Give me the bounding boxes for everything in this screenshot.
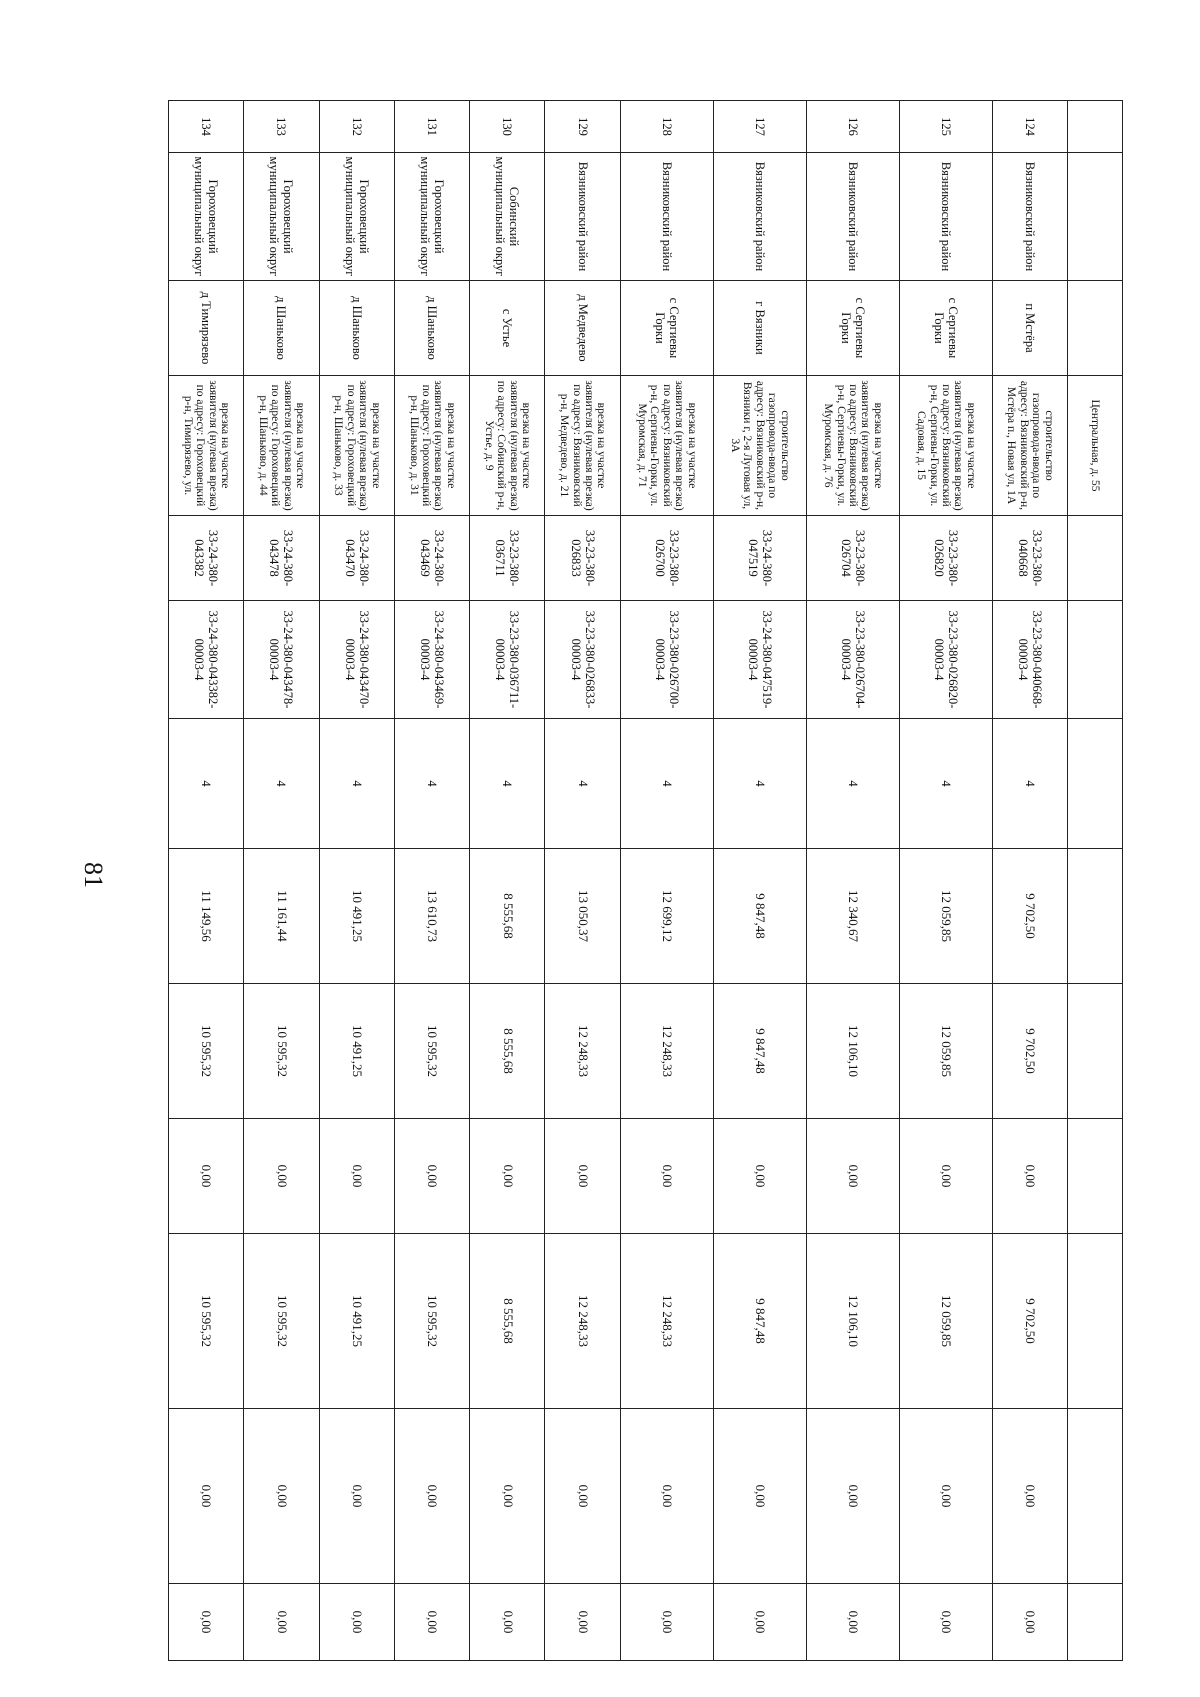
cell-category: 4: [713, 719, 806, 849]
cont-cell-v2: [1068, 984, 1123, 1119]
cell-value-6: 0,00: [319, 1584, 394, 1661]
cell-value-4: 10 491,25: [319, 1234, 394, 1409]
cell-category: 4: [244, 719, 319, 849]
cell-locality: с Сергиевы Горки: [806, 281, 899, 376]
cell-value-4: 10 595,32: [394, 1234, 469, 1409]
cell-cadastral-number: 33-24-380-043469: [394, 516, 469, 601]
cell-district: Вязниковский район: [899, 153, 992, 281]
cell-value-1: 9 702,50: [992, 849, 1067, 984]
cell-district: Вязниковский район: [545, 153, 620, 281]
cell-row-number: 131: [394, 101, 469, 153]
cell-address: врезка на участке заявителя (нулевая врезка) по адресу: Гороховецкий р-н, Шаньково, д. 33: [319, 376, 394, 516]
table-row: [713, 101, 806, 1661]
cell-value-3: 0,00: [545, 1119, 620, 1234]
cell-value-2: 8 555,68: [470, 984, 545, 1119]
cell-category: 4: [899, 719, 992, 849]
cell-address: врезка на участке заявителя (нулевая врезка) по адресу: Вязниковский р-н, Сергиевы-Горки, ул. Муромская, д. 76: [806, 376, 899, 516]
cell-object-code: 33-24-380-047519-00003-4: [713, 601, 806, 719]
cell-row-number: 133: [244, 101, 319, 153]
cell-cadastral-number: 33-24-380-047519: [713, 516, 806, 601]
cell-value-1: 12 340,67: [806, 849, 899, 984]
cell-value-2: 10 491,25: [319, 984, 394, 1119]
cell-object-code: 33-23-380-026820-00003-4: [899, 601, 992, 719]
cell-district: Гороховецкий муниципальный округ: [319, 153, 394, 281]
cont-cell-v6: [1068, 1584, 1123, 1661]
cell-value-1: 12 699,12: [620, 849, 713, 984]
cont-cell-locality: [1068, 281, 1123, 376]
cell-value-1: 11 149,56: [169, 849, 244, 984]
cell-cadastral-number: 33-23-380-026820: [899, 516, 992, 601]
cont-cell-v1: [1068, 849, 1123, 984]
cell-row-number: 134: [169, 101, 244, 153]
cell-locality: д Медведево: [545, 281, 620, 376]
cell-cadastral-number: 33-23-380-026704: [806, 516, 899, 601]
cell-value-6: 0,00: [713, 1584, 806, 1661]
page-number: 81: [79, 862, 108, 888]
cell-value-5: 0,00: [545, 1409, 620, 1584]
cell-cadastral-number: 33-23-380-026700: [620, 516, 713, 601]
table-row: [244, 101, 319, 1661]
cell-category: 4: [545, 719, 620, 849]
cell-cadastral-number: 33-24-380-043470: [319, 516, 394, 601]
cont-cell-cat: [1068, 719, 1123, 849]
cell-category: 4: [806, 719, 899, 849]
cell-object-code: 33-24-380-043470-00003-4: [319, 601, 394, 719]
table-row: [806, 101, 899, 1661]
table-row: [470, 101, 545, 1661]
cell-district: Собинский муниципальный округ: [470, 153, 545, 281]
table-row: [394, 101, 469, 1661]
continuation-row: [1068, 101, 1123, 1661]
table-row: [899, 101, 992, 1661]
cell-object-code: 33-23-380-026700-00003-4: [620, 601, 713, 719]
cont-cell-v4: [1068, 1234, 1123, 1409]
cell-value-3: 0,00: [806, 1119, 899, 1234]
cont-cell-v5: [1068, 1409, 1123, 1584]
cell-category: 4: [992, 719, 1067, 849]
cell-category: 4: [470, 719, 545, 849]
cell-value-6: 0,00: [470, 1584, 545, 1661]
cell-district: Вязниковский район: [806, 153, 899, 281]
cell-object-code: 33-23-380-026833-00003-4: [545, 601, 620, 719]
cell-value-3: 0,00: [470, 1119, 545, 1234]
cell-locality: д Шаньково: [319, 281, 394, 376]
cell-district: Гороховецкий муниципальный округ: [169, 153, 244, 281]
cell-value-6: 0,00: [394, 1584, 469, 1661]
table-row: [169, 101, 244, 1661]
cont-cell-code: [1068, 601, 1123, 719]
cell-value-1: 8 555,68: [470, 849, 545, 984]
table-row: [992, 101, 1067, 1661]
cont-cell-district: [1068, 153, 1123, 281]
cell-value-5: 0,00: [713, 1409, 806, 1584]
cell-row-number: 128: [620, 101, 713, 153]
cell-value-3: 0,00: [319, 1119, 394, 1234]
cell-category: 4: [620, 719, 713, 849]
cell-value-5: 0,00: [394, 1409, 469, 1584]
cell-value-4: 12 248,33: [620, 1234, 713, 1409]
cell-value-2: 12 248,33: [545, 984, 620, 1119]
cell-address: врезка на участке заявителя (нулевая врезка) по адресу: Гороховецкий р-н, Тимирязево, ул.: [169, 376, 244, 516]
cell-value-6: 0,00: [992, 1584, 1067, 1661]
cell-value-5: 0,00: [620, 1409, 713, 1584]
cell-address: врезка на участке заявителя (нулевая врезка) по адресу: Вязниковский р-н, Сергиевы-Горки, ул. Муромская, д. 71: [620, 376, 713, 516]
cell-object-code: 33-24-380-043478-00003-4: [244, 601, 319, 719]
cell-object-code: 33-23-380-026704-00003-4: [806, 601, 899, 719]
cell-category: 4: [394, 719, 469, 849]
cell-value-5: 0,00: [470, 1409, 545, 1584]
cell-value-4: 10 595,32: [169, 1234, 244, 1409]
tariff-table: [168, 100, 1123, 1661]
cont-cell-cadastral: [1068, 516, 1123, 601]
cell-value-4: 9 847,48: [713, 1234, 806, 1409]
cell-locality: д Тимирязево: [169, 281, 244, 376]
cell-object-code: 33-24-380-043382-00003-4: [169, 601, 244, 719]
cell-value-2: 9 702,50: [992, 984, 1067, 1119]
cell-address: врезка на участке заявителя (нулевая врезка) по адресу: Вязниковский р-н, Медведево, д. 21: [545, 376, 620, 516]
cell-value-4: 9 702,50: [992, 1234, 1067, 1409]
cell-value-2: 12 059,85: [899, 984, 992, 1119]
cell-value-1: 12 059,85: [899, 849, 992, 984]
cell-value-1: 13 050,37: [545, 849, 620, 984]
cell-value-5: 0,00: [899, 1409, 992, 1584]
cell-address: врезка на участке заявителя (нулевая врезка) по адресу: Собинский р-н, Устье, д. 9: [470, 376, 545, 516]
cell-value-3: 0,00: [394, 1119, 469, 1234]
cell-value-6: 0,00: [620, 1584, 713, 1661]
cell-value-2: 12 248,33: [620, 984, 713, 1119]
cell-category: 4: [169, 719, 244, 849]
cell-cadastral-number: 33-23-380-036711: [470, 516, 545, 601]
cell-row-number: 124: [992, 101, 1067, 153]
cell-value-3: 0,00: [899, 1119, 992, 1234]
cell-locality: с Сергиевы Горки: [899, 281, 992, 376]
cell-value-1: 11 161,44: [244, 849, 319, 984]
cell-locality: с Устье: [470, 281, 545, 376]
cell-value-6: 0,00: [899, 1584, 992, 1661]
cell-value-5: 0,00: [244, 1409, 319, 1584]
cell-district: Вязниковский район: [713, 153, 806, 281]
cont-cell-v3: [1068, 1119, 1123, 1234]
cell-value-1: 13 610,73: [394, 849, 469, 984]
cell-value-1: 10 491,25: [319, 849, 394, 984]
cell-value-2: 10 595,32: [244, 984, 319, 1119]
cell-value-3: 0,00: [992, 1119, 1067, 1234]
cell-cadastral-number: 33-24-380-043382: [169, 516, 244, 601]
cell-value-5: 0,00: [806, 1409, 899, 1584]
cell-district: Вязниковский район: [620, 153, 713, 281]
cell-value-5: 0,00: [319, 1409, 394, 1584]
table-row: [319, 101, 394, 1661]
cell-value-4: 12 106,10: [806, 1234, 899, 1409]
cell-locality: п Мстёра: [992, 281, 1067, 376]
table-row: [620, 101, 713, 1661]
cell-value-3: 0,00: [713, 1119, 806, 1234]
cell-value-4: 12 248,33: [545, 1234, 620, 1409]
cell-row-number: 132: [319, 101, 394, 153]
cell-value-5: 0,00: [169, 1409, 244, 1584]
cell-value-6: 0,00: [169, 1584, 244, 1661]
cell-value-5: 0,00: [992, 1409, 1067, 1584]
cell-value-4: 12 059,85: [899, 1234, 992, 1409]
cell-locality: д Шаньково: [394, 281, 469, 376]
cell-value-2: 10 595,32: [394, 984, 469, 1119]
cell-value-3: 0,00: [169, 1119, 244, 1234]
cell-value-2: 9 847,48: [713, 984, 806, 1119]
cell-district: Гороховецкий муниципальный округ: [394, 153, 469, 281]
cell-row-number: 127: [713, 101, 806, 153]
cont-cell-address: Центральная, д. 55: [1068, 376, 1123, 516]
cell-category: 4: [319, 719, 394, 849]
cell-cadastral-number: 33-24-380-043478: [244, 516, 319, 601]
cont-cell-no: [1068, 101, 1123, 153]
cell-cadastral-number: 33-23-380-040668: [992, 516, 1067, 601]
cell-value-4: 8 555,68: [470, 1234, 545, 1409]
cell-row-number: 125: [899, 101, 992, 153]
cell-object-code: 33-23-380-040668-00003-4: [992, 601, 1067, 719]
cell-value-6: 0,00: [545, 1584, 620, 1661]
cell-value-3: 0,00: [620, 1119, 713, 1234]
cell-address: строительство газопровода-ввода по адресу: Вязниковский р-н, Вязники г, 2-я Луговая ул, 3А: [713, 376, 806, 516]
cell-value-2: 10 595,32: [169, 984, 244, 1119]
cell-locality: с Сергиевы Горки: [620, 281, 713, 376]
cell-cadastral-number: 33-23-380-026833: [545, 516, 620, 601]
cell-district: Вязниковский район: [992, 153, 1067, 281]
cell-address: врезка на участке заявителя (нулевая врезка) по адресу: Вязниковский р-н, Сергиевы-Горки, ул. Садовая, д. 15: [899, 376, 992, 516]
rotated-table-frame: [168, 100, 1123, 1660]
cell-value-3: 0,00: [244, 1119, 319, 1234]
cell-value-1: 9 847,48: [713, 849, 806, 984]
cell-locality: г Вязники: [713, 281, 806, 376]
cell-address: врезка на участке заявителя (нулевая врезка) по адресу: Гороховецкий р-н, Шаньково, д. 44: [244, 376, 319, 516]
cell-value-2: 12 106,10: [806, 984, 899, 1119]
cell-value-6: 0,00: [806, 1584, 899, 1661]
cell-row-number: 129: [545, 101, 620, 153]
cell-row-number: 126: [806, 101, 899, 153]
cell-value-4: 10 595,32: [244, 1234, 319, 1409]
cell-row-number: 130: [470, 101, 545, 153]
cell-object-code: 33-24-380-043469-00003-4: [394, 601, 469, 719]
cell-locality: д Шаньково: [244, 281, 319, 376]
cell-district: Гороховецкий муниципальный округ: [244, 153, 319, 281]
cell-address: врезка на участке заявителя (нулевая врезка) по адресу: Гороховецкий р-н, Шаньково, д. 31: [394, 376, 469, 516]
cell-object-code: 33-23-380-036711-00003-4: [470, 601, 545, 719]
table-row: [545, 101, 620, 1661]
cell-value-6: 0,00: [244, 1584, 319, 1661]
cell-address: строительство газопровода-ввода по адресу: Вязниковский р-н, Мстёра п., Новая ул, 1А: [992, 376, 1067, 516]
